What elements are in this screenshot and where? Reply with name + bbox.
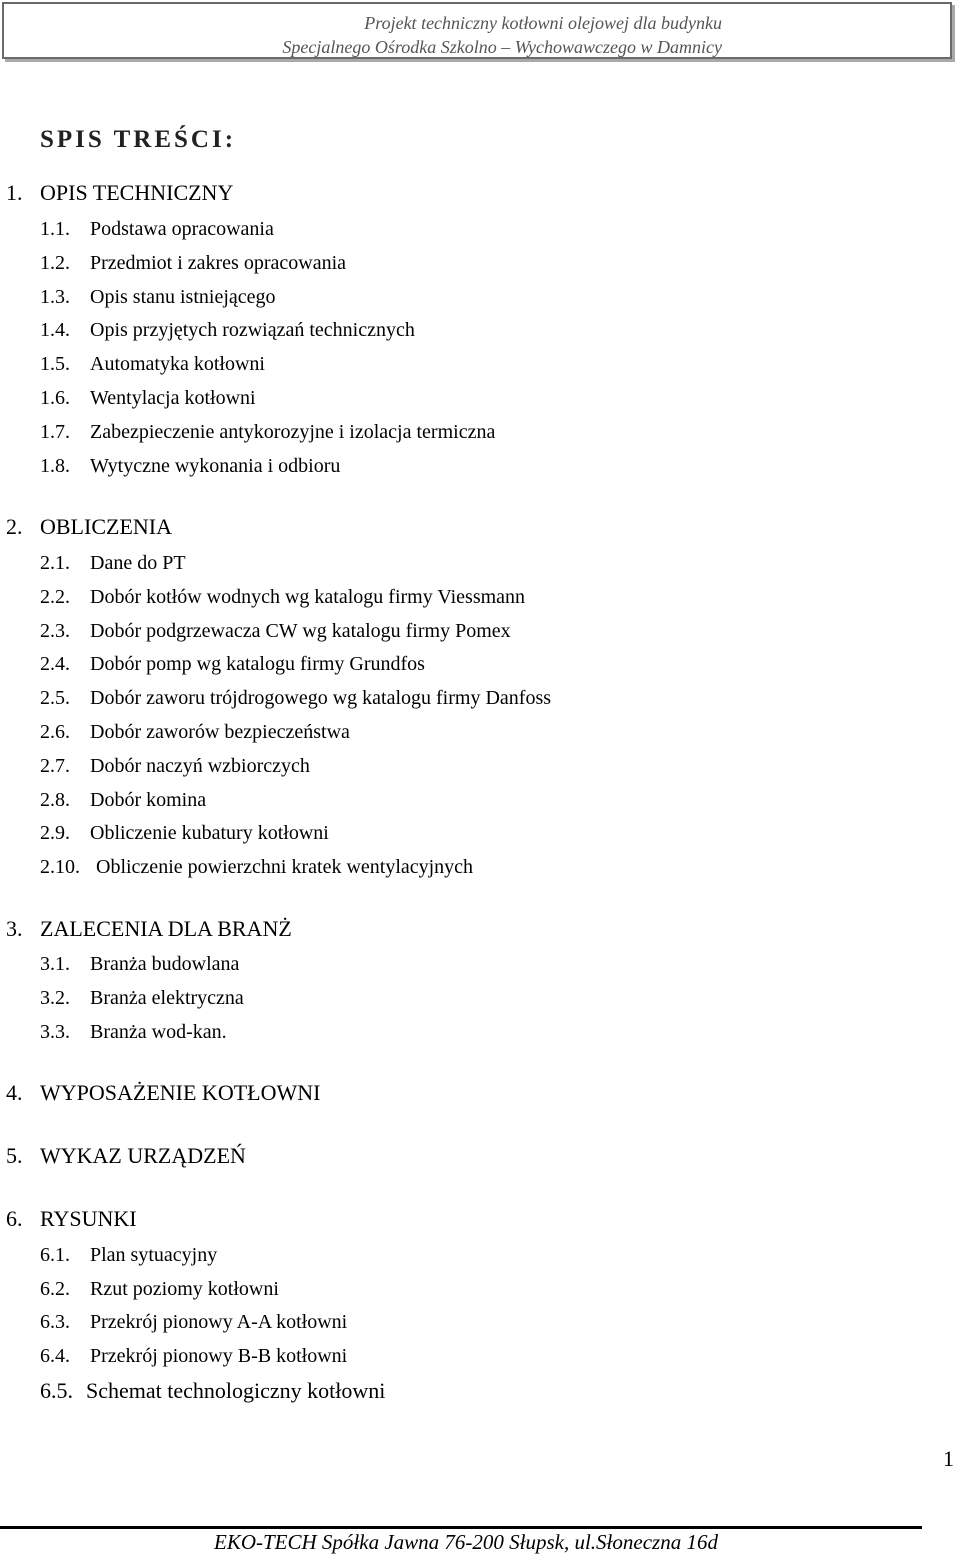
toc-number: 1.3. [40, 286, 70, 308]
toc-number: 6.4. [40, 1345, 70, 1367]
toc-number: 6.3. [40, 1311, 70, 1333]
toc-text: Podstawa opracowania [90, 218, 274, 240]
toc-text: Przekrój pionowy A-A kotłowni [90, 1311, 348, 1333]
toc-text: Plan sytuacyjny [90, 1244, 218, 1266]
toc-text: Rzut poziomy kotłowni [90, 1278, 279, 1300]
toc-number: 2.5. [40, 687, 70, 709]
toc-number: 6.1. [40, 1244, 70, 1266]
toc-text: Dobór komina [90, 789, 207, 811]
page-number: 1 [943, 1446, 954, 1471]
toc-text: Dobór naczyń wzbiorczych [90, 755, 310, 777]
toc-number: 1.7. [40, 421, 70, 443]
toc-number: 3. [6, 916, 23, 941]
toc-number: 1.2. [40, 252, 70, 274]
toc-number: 3.2. [40, 987, 70, 1009]
toc-text: Opis przyjętych rozwiązań technicznych [90, 319, 415, 341]
toc-number: 2.9. [40, 822, 70, 844]
toc-number: 6.5. [40, 1378, 73, 1403]
toc-text: WYPOSAŻENIE KOTŁOWNI [40, 1080, 321, 1105]
toc-number: 2.2. [40, 586, 70, 608]
toc-text: Dobór zaworów bezpieczeństwa [90, 721, 350, 743]
toc-text: Obliczenie powierzchni kratek wentylacyjnych [96, 856, 474, 878]
toc-number: 1.1. [40, 218, 70, 240]
toc-number: 2.8. [40, 789, 70, 811]
toc-text: Dobór zaworu trójdrogowego wg katalogu firmy Danfoss [90, 687, 552, 709]
toc-number: 1.6. [40, 387, 70, 409]
toc-text: Branża wod-kan. [90, 1021, 227, 1043]
toc-text: WYKAZ URZĄDZEŃ [40, 1143, 246, 1168]
toc-text: Schemat technologiczny kotłowni [86, 1378, 386, 1403]
toc-number: 4. [6, 1080, 23, 1105]
toc-text: Branża elektryczna [90, 987, 244, 1009]
toc-number: 1. [6, 180, 23, 205]
toc-text: Dane do PT [90, 552, 186, 574]
header-line-2: Specjalnego Ośrodka Szkolno – Wychowawczego w Damnicy [282, 37, 722, 57]
header-line-1: Projekt techniczny kotłowni olejowej dla budynku [364, 13, 722, 33]
toc-text: Dobór podgrzewacza CW wg katalogu firmy Pomex [90, 620, 511, 642]
toc-text: Wentylacja kotłowni [90, 387, 256, 409]
toc-number: 5. [6, 1143, 23, 1168]
toc-number: 2.6. [40, 721, 70, 743]
toc-text: Automatyka kotłowni [90, 353, 265, 375]
toc-text: Branża budowlana [90, 953, 240, 975]
toc-number: 6. [6, 1206, 23, 1231]
document-header [2, 2, 952, 59]
toc-text: Zabezpieczenie antykorozyjne i izolacja termiczna [90, 421, 496, 443]
toc-title: SPIS TREŚCI: [40, 126, 237, 153]
toc-text: ZALECENIA DLA BRANŻ [40, 916, 292, 941]
toc-text: Dobór kotłów wodnych wg katalogu firmy Viessmann [90, 586, 526, 608]
toc-text: Opis stanu istniejącego [90, 286, 276, 308]
footer-rule [0, 1526, 922, 1529]
toc-number: 2.4. [40, 653, 70, 675]
toc-text: Przedmiot i zakres opracowania [90, 252, 347, 274]
toc-text: Wytyczne wykonania i odbioru [90, 455, 341, 477]
toc-number: 2.3. [40, 620, 70, 642]
toc-number: 1.5. [40, 353, 70, 375]
toc-number: 2.7. [40, 755, 70, 777]
toc-number: 2. [6, 514, 23, 539]
toc-number: 2.1. [40, 552, 70, 574]
toc-text: Dobór pomp wg katalogu firmy Grundfos [90, 653, 425, 675]
toc-number: 3.1. [40, 953, 70, 975]
toc-text: RYSUNKI [40, 1206, 137, 1231]
toc-number: 1.4. [40, 319, 70, 341]
toc-text: Obliczenie kubatury kotłowni [90, 822, 329, 844]
toc-number: 1.8. [40, 455, 70, 477]
footer-text: EKO-TECH Spółka Jawna 76-200 Słupsk, ul.Słoneczna 16d [214, 1530, 718, 1554]
toc-text: OPIS TECHNICZNY [40, 180, 234, 205]
toc-number: 2.10. [40, 856, 80, 878]
toc-number: 3.3. [40, 1021, 70, 1043]
toc-text: Przekrój pionowy B-B kotłowni [90, 1345, 348, 1367]
toc-number: 6.2. [40, 1278, 70, 1300]
toc-text: OBLICZENIA [40, 514, 172, 539]
